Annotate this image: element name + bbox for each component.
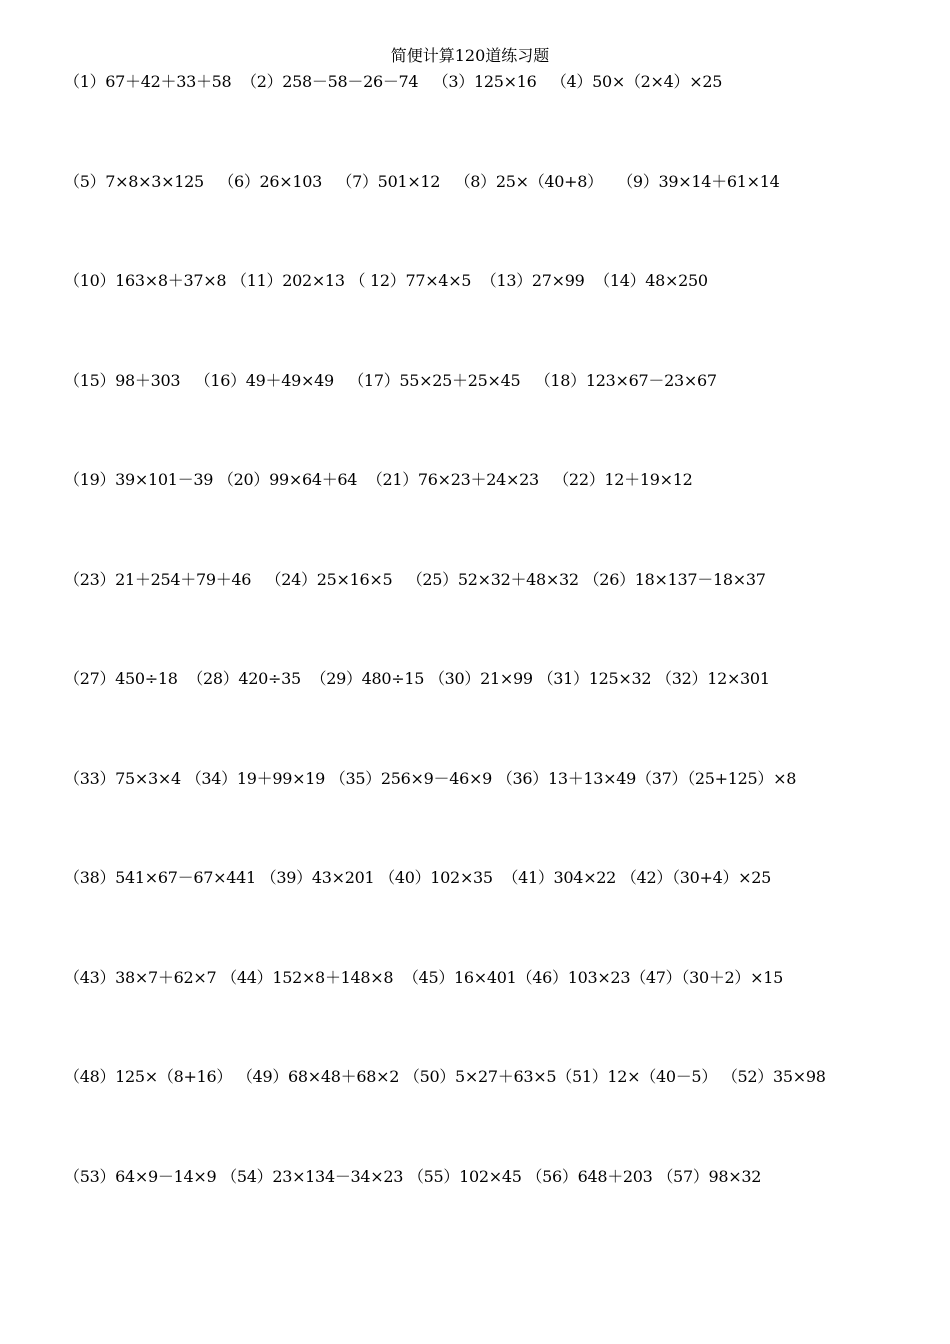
problem-item: （ 12）77×4×5 [349,271,472,290]
problem-item: （45）16×401 [402,968,517,987]
problem-item: （42）（30+4）×25 [620,868,772,887]
problem-item: （24）25×16×5 [265,570,393,589]
problem-item: （41）304×22 [502,868,617,887]
problem-item: （34）19＋99×19 [185,769,325,788]
problem-item: （22）12＋19×12 [553,470,693,489]
problem-item: （27）450÷18 [64,669,178,688]
problem-row [64,669,770,689]
problem-item: （53）64×9－14×9 [64,1167,217,1186]
problem-item: （49）68×48＋68×2 [236,1067,400,1086]
problem-row [64,1067,826,1087]
problem-item: （19）39×101－39 [64,470,214,489]
problem-item: （9）39×14＋61×14 [617,172,780,191]
problem-item: （55）102×45 [407,1167,522,1186]
problem-item: （43）38×7＋62×7 [64,968,217,987]
problem-item: （40）102×35 [379,868,493,887]
worksheet-title: 简便计算120道练习题 [390,46,550,65]
problem-item: （57）98×32 [657,1167,762,1186]
problem-row [64,72,722,92]
problem-item: （25）52×32＋48×32 [406,570,579,589]
problem-item: （30）21×99 [428,669,533,688]
problem-item: （5）7×8×3×125 [64,172,204,191]
problem-item: （13）27×99 [480,271,585,290]
problem-item: （23）21＋254＋79＋46 [64,570,252,589]
problem-item: （50）5×27＋63×5 [403,1067,557,1086]
problem-item: （39）43×201 [260,868,375,887]
problem-item: （1）67＋42＋33＋58 [64,72,232,91]
problem-row [64,1167,761,1187]
problem-item: （38）541×67－67×441 [64,868,256,887]
problem-item: （10）163×8＋37×8 [64,271,227,290]
problem-item: （14）48×250 [594,271,708,290]
problem-item: （28）420÷35 [187,669,301,688]
problem-item: （11）202×13 [231,271,345,290]
problem-item: （16）49＋49×49 [194,371,334,390]
problem-item: （46）103×23 [516,968,631,987]
problem-item: （33）75×3×4 [64,769,181,788]
problem-row [64,570,766,590]
problem-row [64,172,779,192]
problem-row [64,968,783,988]
problem-item: （56）648＋203 [526,1167,653,1186]
problem-item: （51）12×（40－5） [556,1067,718,1086]
problem-item: （37）（25+125）×8 [636,769,797,788]
problem-row [64,470,692,490]
problem-item: （54）23×134－34×23 [221,1167,404,1186]
problem-item: （3）125×16 [432,72,537,91]
problem-item: （2）258－58－26－74 [241,72,419,91]
problem-item: （21）76×23＋24×23 [366,470,539,489]
problem-item: （35）256×9－46×9 [329,769,492,788]
problem-item: （26）18×137－18×37 [583,570,766,589]
problem-item: （4）50×（2×4）×25 [550,72,723,91]
problem-item: （32）12×301 [656,669,770,688]
problem-item: （18）123×67－23×67 [534,371,717,390]
problem-row [64,769,796,789]
problem-item: （47）（30＋2）×15 [630,968,783,987]
problem-item: （15）98＋303 [64,371,181,390]
problem-item: （52）35×98 [721,1067,826,1086]
problem-item: （8）25×（40+8） [454,172,603,191]
problem-item: （20）99×64＋64 [217,470,358,489]
problem-item: （36）13＋13×49 [496,769,637,788]
problem-item: （48）125×（8+16） [64,1067,233,1086]
problem-item: （7）501×12 [336,172,441,191]
problem-item: （29）480÷15 [310,669,425,688]
problem-item: （17）55×25＋25×45 [348,371,521,390]
problem-item: （31）125×32 [537,669,652,688]
problem-row [64,271,708,291]
problem-item: （6）26×103 [218,172,323,191]
problem-row [64,371,717,391]
problem-row [64,868,771,888]
problem-item: （44）152×8＋148×8 [221,968,394,987]
